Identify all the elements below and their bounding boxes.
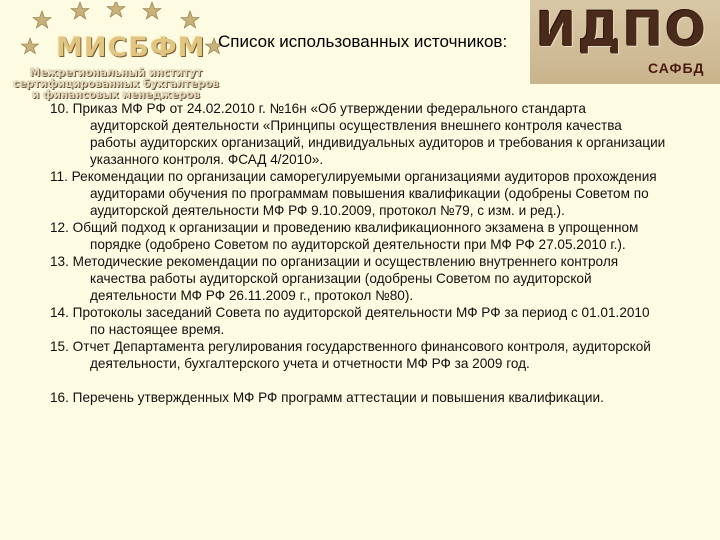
- source-item-15: 15. Отчет Департамента регулирования государственного финансового контроля, аудиторской деятельности, бухгалтерского учета и отчетности МФ РФ за 2009 год.: [50, 339, 651, 371]
- sources-list: [50, 100, 668, 406]
- source-item-14: 14. Протоколы заседаний Совета по аудиторской деятельности МФ РФ за период с 01.01.2010 по настоящее время.: [50, 305, 650, 337]
- star-icon: [22, 38, 39, 54]
- source-item-13: 13. Методические рекомендации по организации и осуществлению внутреннего контроля качества работы аудиторской организации (одобрены Советом по аудиторской деятельности МФ РФ 26.11.2009 г., протокол №80).: [50, 254, 619, 303]
- star-icon: [71, 2, 89, 19]
- idpo-logo: [530, 0, 720, 84]
- org-name-line-1: Межрегиональный институт: [29, 67, 203, 79]
- safbd-label: САФБД: [648, 60, 705, 76]
- misbfm-brand: МИСБФМ: [56, 32, 206, 63]
- source-item-16: 16. Перечень утвержденных МФ РФ программ аттестации и повышения квалификации.: [50, 390, 604, 405]
- source-item-10: 10. Приказ МФ РФ от 24.02.2010 г. №16н «Об утверждении федерального стандарта аудиторской деятельности «Принципы осуществления внешнего контроля качества работы аудиторских организаций, индивидуальных аудиторов и требования к организации указанного контроля. ФСАД 4/2010».: [50, 101, 666, 167]
- star-icon: [107, 2, 125, 17]
- slide-title: Список использованных источников:: [218, 32, 508, 51]
- source-item-12: 12. Общий подход к организации и проведению квалификационного экзамена в упрощенном порядке (одобрено Советом по аудиторской деятельности при МФ РФ 27.05.2010 г.).: [50, 220, 639, 252]
- org-name-line-3: и финансовых менеджеров: [32, 89, 200, 101]
- misbfm-logo: [10, 2, 222, 100]
- star-icon: [143, 2, 161, 19]
- star-icon: [33, 11, 51, 28]
- org-name-line-2: сертифицированных бухгалтеров: [13, 78, 219, 90]
- source-item-11: 11. Рекомендации по организации саморегулируемыми организациями аудиторов прохождения аудиторами обучения по программам повышения квалификации (одобрены Советом по аудиторской деятельности МФ РФ 9.10.2009, протокол №79, с изм. и ред.).: [50, 169, 657, 218]
- idpo-brand: ИДПО: [536, 2, 708, 58]
- star-icon: [181, 11, 199, 28]
